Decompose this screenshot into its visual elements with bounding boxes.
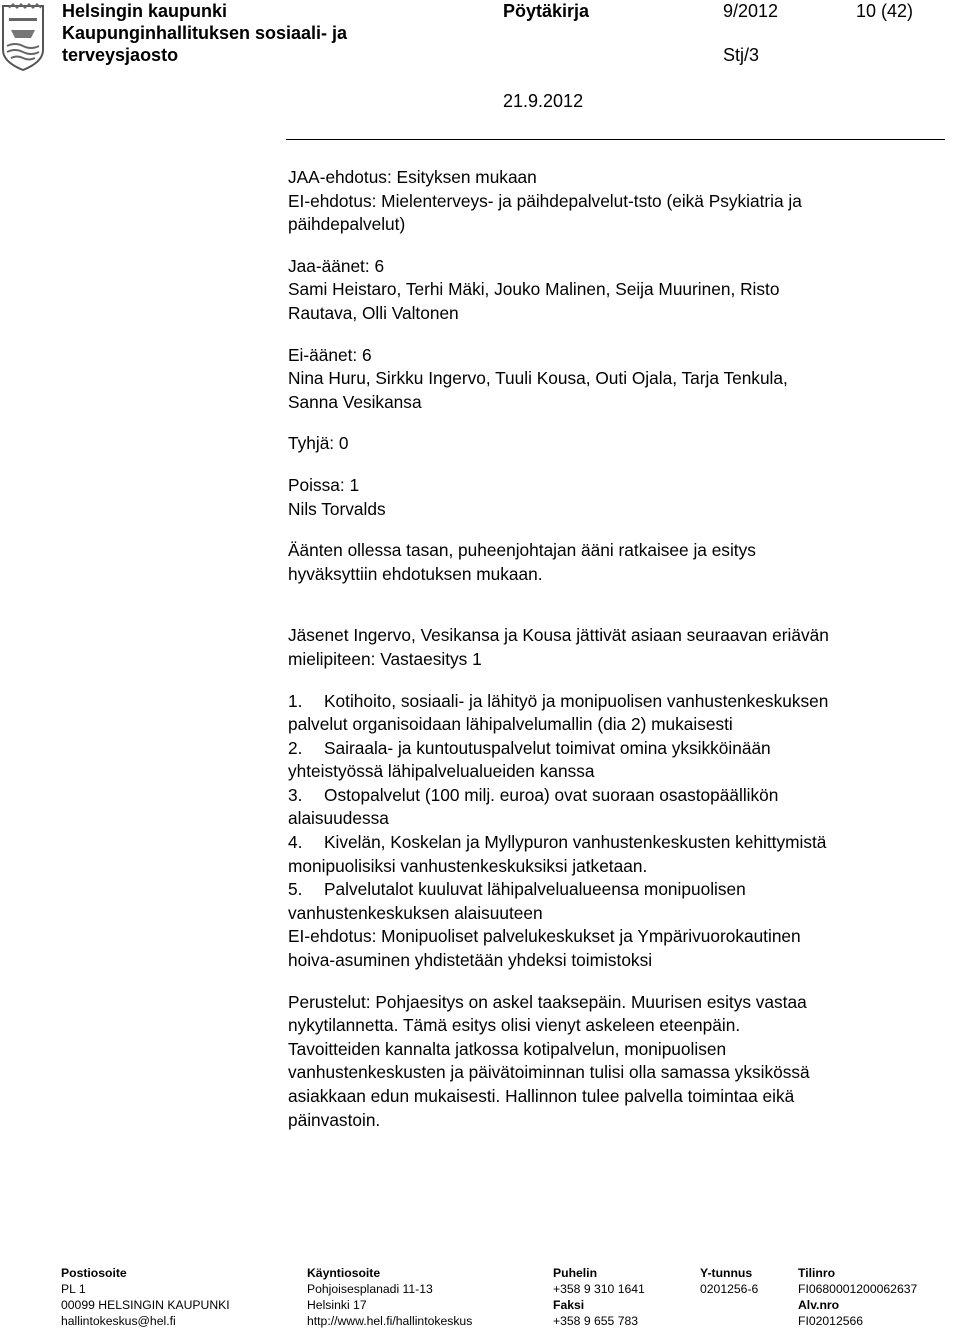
footer-account-label: Tilinro [798, 1266, 836, 1280]
no-votes-label: Ei-äänet: 6 [288, 344, 372, 365]
footer-account-value: FI0680001200062637 [798, 1282, 918, 1296]
list-item [288, 737, 948, 784]
footer-postal-line: PL 1 [61, 1282, 86, 1296]
org-line-3: terveysjaosto [62, 45, 179, 65]
footer-email: hallintokeskus@hel.fi [61, 1314, 176, 1328]
helsinki-crest-icon [1, 2, 45, 72]
footer-vat-value: FI02012566 [798, 1314, 864, 1328]
footer-business-id [700, 1265, 758, 1297]
ei-proposal-cont: hoiva-asuminen yhdistetään yhdeksi toimistoksi [288, 950, 653, 971]
list-item-text-cont: alaisuudessa [288, 808, 389, 829]
footer-postal-line: 00099 HELSINGIN KAUPUNKI [61, 1298, 230, 1312]
footer-website: http://www.hel.fi/hallintokeskus [307, 1314, 473, 1328]
list-item-text-cont: monipuolisiksi vanhustenkeskuksiksi jatketaan. [288, 855, 648, 876]
counter-proposal-list [288, 690, 948, 926]
rationale-line: Tavoitteiden kannalta jatkossa kotipalvelun, monipuolisen [288, 1038, 727, 1059]
rationale-line: asiakkaan edun mukaisesti. Hallinnon tulee palvella toimintaa eikä [288, 1086, 795, 1106]
list-item-number: 5. [288, 879, 303, 900]
document-number: 9/2012 [723, 1, 779, 21]
footer-phone [553, 1265, 645, 1329]
meeting-date: 21.9.2012 [503, 91, 584, 111]
footer-business-id-label: Y-tunnus [700, 1266, 753, 1280]
document-body [288, 166, 948, 1132]
tie-rule-cont: hyväksyttiin ehdotuksen mukaan. [288, 563, 543, 584]
tie-rule: Äänten ollessa tasan, puheenjohtajan ääni ratkaisee ja esitys [288, 540, 756, 561]
document-type: Pöytäkirja [503, 1, 590, 21]
absent-label: Poissa: 1 [288, 474, 360, 495]
footer-fax-label: Faksi [553, 1298, 585, 1312]
dissent-intro-cont: mielipiteen: Vastaesitys 1 [288, 648, 482, 669]
no-votes-names-cont: Sanna Vesikansa [288, 391, 422, 412]
list-item-number: 1. [288, 690, 303, 711]
page-number: 10 (42) [856, 1, 914, 21]
no-votes-names: Nina Huru, Sirkku Ingervo, Tuuli Kousa, Outi Ojala, Tarja Tenkula, [288, 368, 788, 389]
list-item-number: 3. [288, 784, 303, 805]
yes-proposal: JAA-ehdotus: Esityksen mukaan [288, 167, 537, 187]
footer-postal-label: Postiosoite [61, 1266, 127, 1280]
footer-visiting-label: Käyntiosoite [307, 1266, 381, 1280]
dissent-intro: Jäsenet Ingervo, Vesikansa ja Kousa jättivät asiaan seuraavan eriävän [288, 625, 829, 646]
yes-votes-label: Jaa-äänet: 6 [288, 255, 385, 276]
list-item [288, 784, 948, 831]
footer-business-id-value: 0201256-6 [700, 1282, 759, 1296]
list-item [288, 690, 948, 737]
no-proposal-cont: päihdepalvelut) [288, 214, 406, 235]
footer-account [798, 1265, 917, 1329]
org-line-1: Helsingin kaupunki [62, 1, 228, 21]
blank-votes: Tyhjä: 0 [288, 433, 349, 454]
list-item-number: 4. [288, 832, 303, 853]
footer-postal [61, 1265, 230, 1329]
list-item-number: 2. [288, 737, 303, 758]
list-item-text-cont: palvelut organisoidaan lähipalvelumallin (dia 2) mukaisesti [288, 714, 733, 735]
footer-fax-value: +358 9 655 783 [553, 1314, 639, 1328]
list-item-text: Kivelän, Koskelan ja Myllypuron vanhustenkeskusten kehittymistä [324, 832, 827, 853]
list-item [288, 878, 948, 925]
yes-votes-names-cont: Rautava, Olli Valtonen [288, 302, 459, 323]
list-item-text: Ostopalvelut (100 milj. euroa) ovat suoraan osastopäällikön [324, 784, 779, 805]
list-item-text-cont: vanhustenkeskuksen alaisuuteen [288, 902, 543, 923]
no-proposal: EI-ehdotus: Mielenterveys- ja päihdepalvelut-tsto (eikä Psykiatria ja [288, 190, 802, 211]
rationale-line: päinvastoin. [288, 1109, 381, 1130]
rationale-line: nykytilannetta. Tämä esitys olisi vienyt askeleen eteenpäin. [288, 1015, 741, 1036]
rationale-line: vanhustenkeskusten ja päivätoiminnan tulisi olla samassa yksikössä [288, 1062, 810, 1083]
organization-name [62, 0, 347, 66]
footer-visiting-line: Pohjoisesplanadi 11-13 [307, 1282, 433, 1296]
list-item [288, 831, 948, 878]
footer-vat-label: Alv.nro [798, 1298, 840, 1312]
yes-votes-names: Sami Heistaro, Terhi Mäki, Jouko Malinen, Seija Muurinen, Risto [288, 279, 780, 300]
org-line-2: Kaupunginhallituksen sosiaali- ja [62, 23, 348, 43]
ei-proposal: EI-ehdotus: Monipuoliset palvelukeskukset ja Ympärivuorokautinen [288, 926, 801, 947]
section-code: Stj/3 [723, 45, 760, 65]
list-item-text: Kotihoito, sosiaali- ja lähityö ja monipuolisen vanhustenkeskuksen [324, 690, 829, 711]
footer-phone-value: +358 9 310 1641 [553, 1282, 645, 1296]
list-item-text-cont: yhteistyössä lähipalvelualueiden kanssa [288, 761, 595, 782]
list-item-text: Sairaala- ja kuntoutuspalvelut toimivat omina yksikköinään [324, 737, 771, 758]
footer-visiting-line: Helsinki 17 [307, 1298, 367, 1312]
rationale-line: Perustelut: Pohjaesitys on askel taaksepäin. Muurisen esitys vastaa [288, 991, 807, 1012]
header-rule [286, 139, 945, 140]
list-item-text: Palvelutalot kuuluvat lähipalvelualueensa monipuolisen [324, 879, 746, 900]
footer-phone-label: Puhelin [553, 1266, 598, 1280]
footer-visiting [307, 1265, 472, 1329]
absent-names: Nils Torvalds [288, 498, 386, 519]
